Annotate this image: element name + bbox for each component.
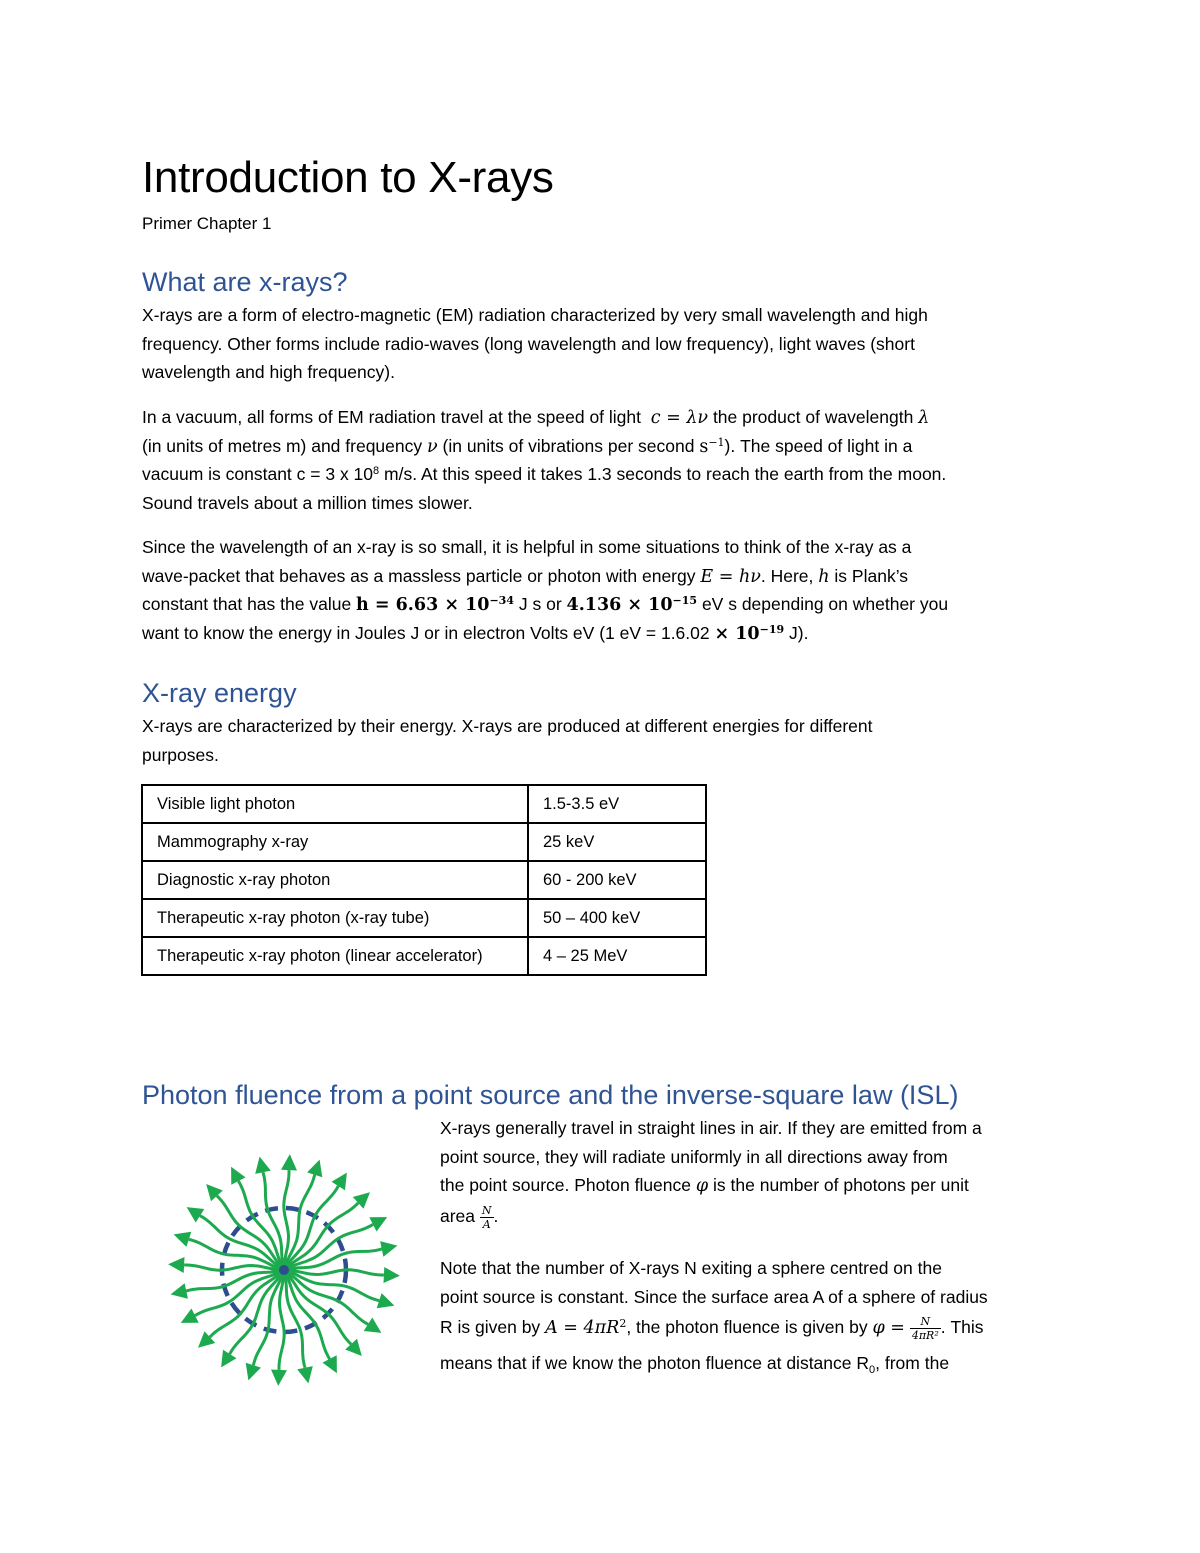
arrow-head: [281, 1154, 297, 1170]
table-row: [142, 823, 706, 861]
fraction-numerator: N: [481, 1203, 492, 1217]
point-source: [279, 1265, 289, 1275]
fraction-n-over-4pir2: [910, 1315, 941, 1342]
arrow-head: [307, 1160, 322, 1178]
exponent: −19: [759, 622, 785, 636]
table-cell-value: 60 - 200 keV: [528, 861, 706, 899]
text-line: [142, 460, 946, 489]
text-line: frequency. Other forms include radio-waves (long wavelength and low frequency), light waves (short: [142, 333, 915, 354]
text: , from the: [875, 1353, 950, 1374]
fraction-denominator: A: [482, 1217, 491, 1231]
text: is Plank’s: [834, 565, 909, 586]
text-line: [142, 403, 946, 432]
text: wave-packet that behaves as a massless particle or photon with energy: [142, 565, 696, 586]
text-line: [142, 562, 948, 591]
text: eV s depending on whether you: [701, 594, 949, 615]
text-line: [440, 1200, 982, 1236]
text-line: [142, 432, 946, 461]
table-cell-value: 1.5-3.5 eV: [528, 785, 706, 823]
table-row: [142, 785, 706, 823]
ray-line: [279, 1274, 284, 1370]
text: ). The speed of light in a: [724, 435, 913, 456]
paragraph-fluence-isl: [440, 1254, 988, 1378]
equation-phi: φ =: [872, 1318, 905, 1339]
text: . Here,: [760, 565, 814, 586]
arrow-head: [174, 1232, 192, 1247]
arrow-head: [384, 1267, 400, 1283]
table-cell-value: 25 keV: [528, 823, 706, 861]
text: want to know the energy in Joules J or in electron Volts eV (1 eV = 1.6.02: [142, 622, 710, 643]
text-line: [142, 619, 948, 648]
fraction-n-over-a: [480, 1204, 494, 1231]
ray-line: [288, 1271, 379, 1301]
ray-line: [200, 1216, 281, 1268]
ray-line: [184, 1265, 280, 1270]
equation-plank-joules: h = 6.63 × 10: [356, 595, 490, 616]
ray-line: [263, 1172, 283, 1266]
text-line: purposes.: [142, 744, 219, 765]
table-cell-label: Diagnostic x-ray photon: [142, 861, 528, 899]
text: . This: [940, 1317, 984, 1338]
text: the product of wavelength: [712, 407, 914, 427]
heading-xray-energy: X-ray energy: [142, 678, 297, 708]
text-line: X-rays are a form of electro-magnetic (EM) radiation characterized by very small wavelength and high: [142, 305, 928, 325]
arrow-head: [380, 1241, 397, 1257]
paragraph-photon-energy: [142, 533, 948, 647]
text-line: Since the wavelength of an x-ray is so small, it is helpful in some situations to think of the x-ray as a: [142, 537, 912, 557]
text-line: [440, 1171, 982, 1200]
arrow-head: [271, 1370, 287, 1386]
text: constant that has the value: [142, 594, 352, 615]
exponent: −15: [672, 594, 698, 608]
text: means that if we know the photon fluence at distance R: [440, 1353, 870, 1374]
arrow-head: [246, 1363, 261, 1381]
symbol-h: h: [818, 566, 830, 587]
symbol-phi: φ: [695, 1176, 709, 1197]
table-row: [142, 937, 706, 975]
arrow-head: [187, 1207, 205, 1222]
arrow-head: [297, 1366, 313, 1383]
arrow-head: [255, 1157, 271, 1174]
paragraph-xray-energy: [142, 712, 873, 769]
table-row: [142, 899, 706, 937]
heading-what-are-xrays: What are x-rays?: [142, 267, 348, 297]
heading-photon-fluence: Photon fluence from a point source and the inverse-square law (ISL): [142, 1080, 959, 1110]
text-line: [142, 590, 948, 619]
table-cell-value: 4 – 25 MeV: [528, 937, 706, 975]
equation-c-lambda-nu: c = λν: [650, 408, 709, 428]
symbol-lambda: λ: [918, 408, 930, 428]
text-line: wavelength and high frequency).: [142, 362, 395, 383]
equation-ev-conversion: × 10: [714, 623, 760, 644]
exponent: 8: [373, 465, 380, 478]
text: the point source. Photon fluence: [440, 1175, 692, 1196]
text: m/s. At this speed it takes 1.3 seconds to reach the earth from the moon.: [384, 464, 947, 485]
exponent: −34: [489, 594, 514, 608]
point-source-diagram: [162, 1148, 406, 1392]
exponent: 2: [619, 1317, 627, 1331]
text-line: point source, they will radiate uniformly in all directions away from: [440, 1146, 948, 1167]
ray-line: [189, 1239, 280, 1269]
document-title: Introduction to X-rays: [142, 153, 554, 202]
exponent: −1: [708, 435, 725, 449]
text: (in units of vibrations per second: [442, 435, 695, 456]
text-line: [440, 1311, 988, 1349]
table-cell-label: Therapeutic x-ray photon (x-ray tube): [142, 899, 528, 937]
ray-line: [285, 1274, 305, 1368]
paragraph-xray-definition: [142, 301, 928, 387]
text: (in units of metres m) and frequency: [142, 435, 423, 456]
text-line: X-rays are characterized by their energy. X-rays are produced at different energies for different: [142, 716, 873, 736]
arrow-head: [168, 1257, 184, 1273]
energy-table: [141, 784, 707, 976]
text: , the photon fluence is given by: [626, 1317, 868, 1338]
fraction-numerator: N: [910, 1315, 941, 1329]
text: J).: [789, 622, 809, 643]
text-line: point source is constant. Since the surface area A of a sphere of radius: [440, 1286, 988, 1307]
table-cell-label: Visible light photon: [142, 785, 528, 823]
ray-line: [288, 1249, 382, 1269]
text-line: Note that the number of X-rays N exiting a sphere centred on the: [440, 1258, 942, 1278]
arrow-head: [332, 1173, 347, 1191]
ray-line: [253, 1274, 282, 1365]
unit-s: s: [699, 436, 709, 457]
text: In a vacuum, all forms of EM radiation travel at the speed of light: [142, 407, 641, 427]
document-subtitle: Primer Chapter 1: [142, 214, 272, 233]
paragraph-speed-of-light: [142, 403, 946, 517]
text-line: X-rays generally travel in straight lines in air. If they are emitted from a: [440, 1118, 982, 1138]
ray-line: [284, 1170, 289, 1266]
ray-line: [285, 1175, 315, 1266]
text-line: [440, 1349, 988, 1378]
table-cell-label: Mammography x-ray: [142, 823, 528, 861]
equation-sphere-area: A = 4πR: [545, 1318, 620, 1339]
arrow-head: [221, 1350, 236, 1368]
equation-plank-ev: 4.136 × 10: [566, 595, 673, 616]
paragraph-fluence-definition: [440, 1114, 982, 1236]
text: is the number of photons per unit: [713, 1175, 969, 1196]
ray-line: [288, 1270, 384, 1275]
text: vacuum is constant c = 3 x 10: [142, 464, 374, 485]
table-cell-label: Therapeutic x-ray photon (linear accelerator): [142, 937, 528, 975]
subscript: 0: [869, 1364, 876, 1377]
ray-line: [186, 1271, 280, 1291]
text: area: [440, 1205, 476, 1226]
text: R is given by: [440, 1317, 541, 1338]
table-cell-value: 50 – 400 keV: [528, 899, 706, 937]
text: .: [493, 1205, 499, 1226]
text: J s or: [518, 594, 562, 615]
fraction-denominator: 4πR²: [911, 1329, 939, 1343]
arrow-head: [364, 1318, 382, 1333]
equation-e-h-nu: E = hν: [700, 566, 761, 587]
symbol-nu: ν: [427, 436, 438, 457]
table-row: [142, 861, 706, 899]
text-line: Sound travels about a million times slower.: [142, 492, 473, 513]
arrow-head: [377, 1293, 395, 1308]
arrow-head: [171, 1283, 188, 1299]
